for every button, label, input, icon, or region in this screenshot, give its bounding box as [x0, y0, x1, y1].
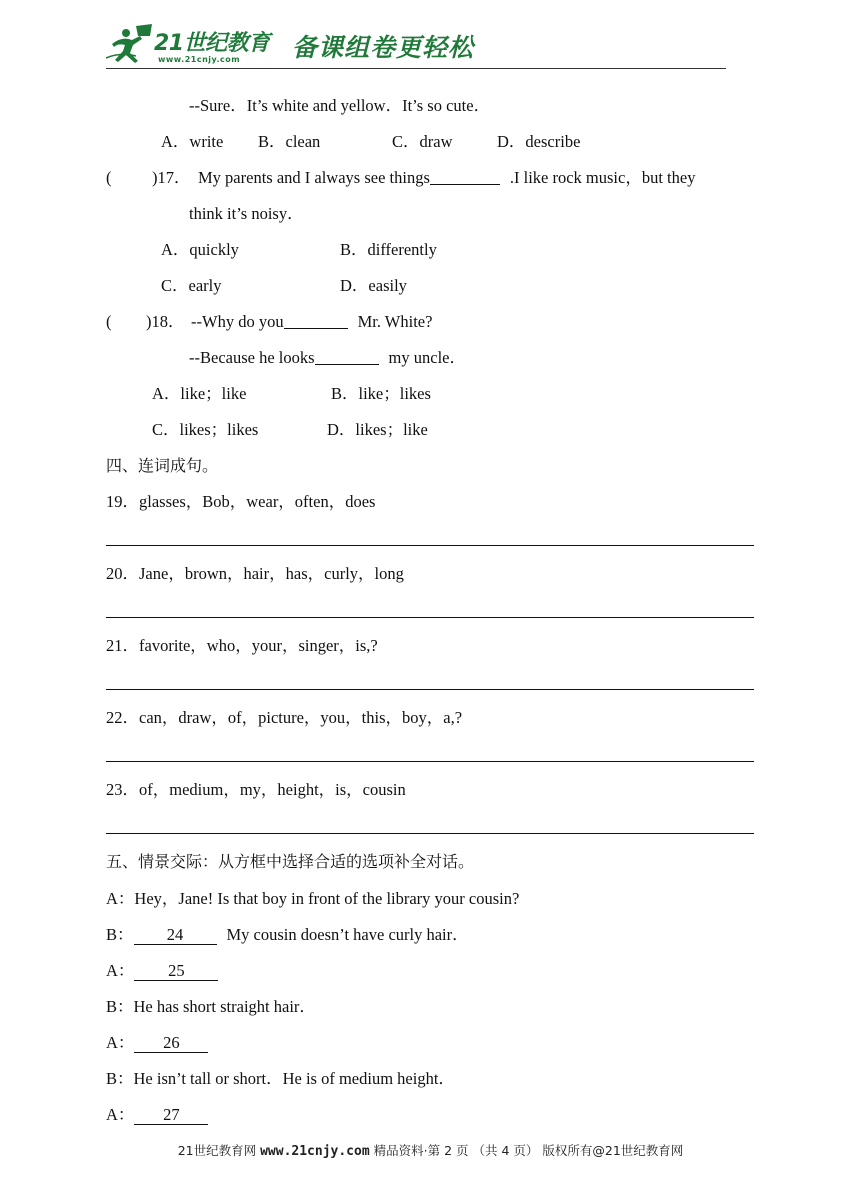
q17-text-after: .I like rock music，but they	[509, 168, 696, 187]
q18-line2-after: my uncle．	[388, 348, 466, 367]
section4-item-19: 19．glasses，Bob，wear，often，does	[106, 492, 376, 511]
blank-24[interactable]: 24	[134, 926, 217, 945]
dialogue-text: He isn’t tall or short．He is of medium height．	[133, 1069, 455, 1088]
q18-blank-2	[315, 348, 379, 365]
answer-line-20[interactable]	[106, 617, 754, 618]
logo-url: www.21cnjy.com	[158, 55, 241, 64]
q18-blank-1	[284, 312, 348, 329]
q18-line1-after: Mr. White?	[357, 312, 433, 331]
q17-blank	[430, 168, 500, 185]
q17-number: )17．	[152, 168, 191, 187]
logo-text: 21世纪教育	[154, 31, 270, 56]
dialogue-line-5	[106, 1033, 208, 1053]
dialogue-text: He has short straight hair．	[133, 997, 316, 1016]
dialogue-line-1	[106, 889, 519, 909]
dialogue-text: Hey，Jane! Is that boy in front of the library your cousin?	[134, 889, 520, 908]
q17-text-before: My parents and I always see things	[198, 168, 430, 187]
header-divider	[106, 68, 726, 69]
dialogue-text: My cousin doesn’t have curly hair．	[226, 925, 469, 944]
footer-prefix: 21世纪教育网	[177, 1143, 257, 1158]
q18-option-c: C．likes；likes	[152, 420, 259, 439]
q16-option-a: A．write	[161, 132, 224, 151]
blank-27[interactable]: 27	[134, 1106, 208, 1125]
speaker-label: A：	[106, 889, 135, 908]
dialogue-line-6	[106, 1069, 455, 1089]
q17-option-c: C．early	[161, 276, 222, 295]
dialogue-line-3	[106, 961, 218, 981]
dialogue-line-4	[106, 997, 316, 1017]
q18-option-a: A．like；like	[152, 384, 247, 403]
q17-option-d: D．easily	[340, 276, 407, 295]
page-header	[106, 22, 726, 70]
footer-suffix: 精品资料·第 2 页 （共 4 页） 版权所有@21世纪教育网	[373, 1143, 684, 1158]
section5-title: 五、情景交际：从方框中选择合适的选项补全对话。	[106, 852, 475, 871]
dialogue-line-7	[106, 1105, 208, 1125]
q17-paren: (	[106, 168, 112, 187]
q17-option-a: A．quickly	[161, 240, 239, 259]
runner-logo-icon	[106, 24, 154, 64]
speaker-label: B：	[106, 997, 134, 1016]
q18-line2-before: --Because he looks	[189, 348, 315, 367]
answer-line-22[interactable]	[106, 761, 754, 762]
answer-line-21[interactable]	[106, 689, 754, 690]
speaker-label: A：	[106, 1033, 135, 1052]
speaker-label: A：	[106, 1105, 135, 1124]
q18-option-d: D．likes；like	[327, 420, 428, 439]
q16-option-b: B．clean	[258, 132, 321, 151]
section4-item-23: 23．of，medium，my，height，is，cousin	[106, 780, 406, 799]
blank-26[interactable]: 26	[134, 1034, 208, 1053]
q18-line1	[191, 312, 432, 332]
q18-paren: (	[106, 312, 112, 331]
page-footer	[0, 1141, 861, 1159]
section4-item-21: 21．favorite，who，your，singer，is,?	[106, 636, 378, 655]
q16-option-d: D．describe	[497, 132, 581, 151]
q17-stem	[198, 168, 695, 188]
answer-line-19[interactable]	[106, 545, 754, 546]
header-slogan: 备课组卷更轻松	[292, 33, 475, 62]
section4-item-22: 22．can，draw，of，picture，you，this，boy，a,?	[106, 708, 463, 727]
q16-reply: --Sure．It’s white and yellow．It’s so cute．	[189, 96, 491, 115]
q18-number: )18．	[146, 312, 185, 331]
answer-line-23[interactable]	[106, 833, 754, 834]
q17-option-b: B．differently	[340, 240, 437, 259]
q18-option-b: B．like；likes	[331, 384, 431, 403]
dialogue-line-2	[106, 925, 469, 945]
footer-site-link[interactable]: www.21cnjy.com	[260, 1144, 370, 1159]
speaker-label: B：	[106, 1069, 134, 1088]
q18-line1-before: --Why do you	[191, 312, 284, 331]
q18-line2	[189, 348, 466, 368]
blank-25[interactable]: 25	[134, 962, 218, 981]
speaker-label: A：	[106, 961, 135, 980]
section4-title: 四、连词成句。	[106, 456, 219, 475]
section4-item-20: 20．Jane，brown，hair，has，curly，long	[106, 564, 404, 583]
q17-stem-line2: think it’s noisy．	[189, 204, 304, 223]
q16-option-c: C．draw	[392, 132, 453, 151]
speaker-label: B：	[106, 925, 134, 944]
